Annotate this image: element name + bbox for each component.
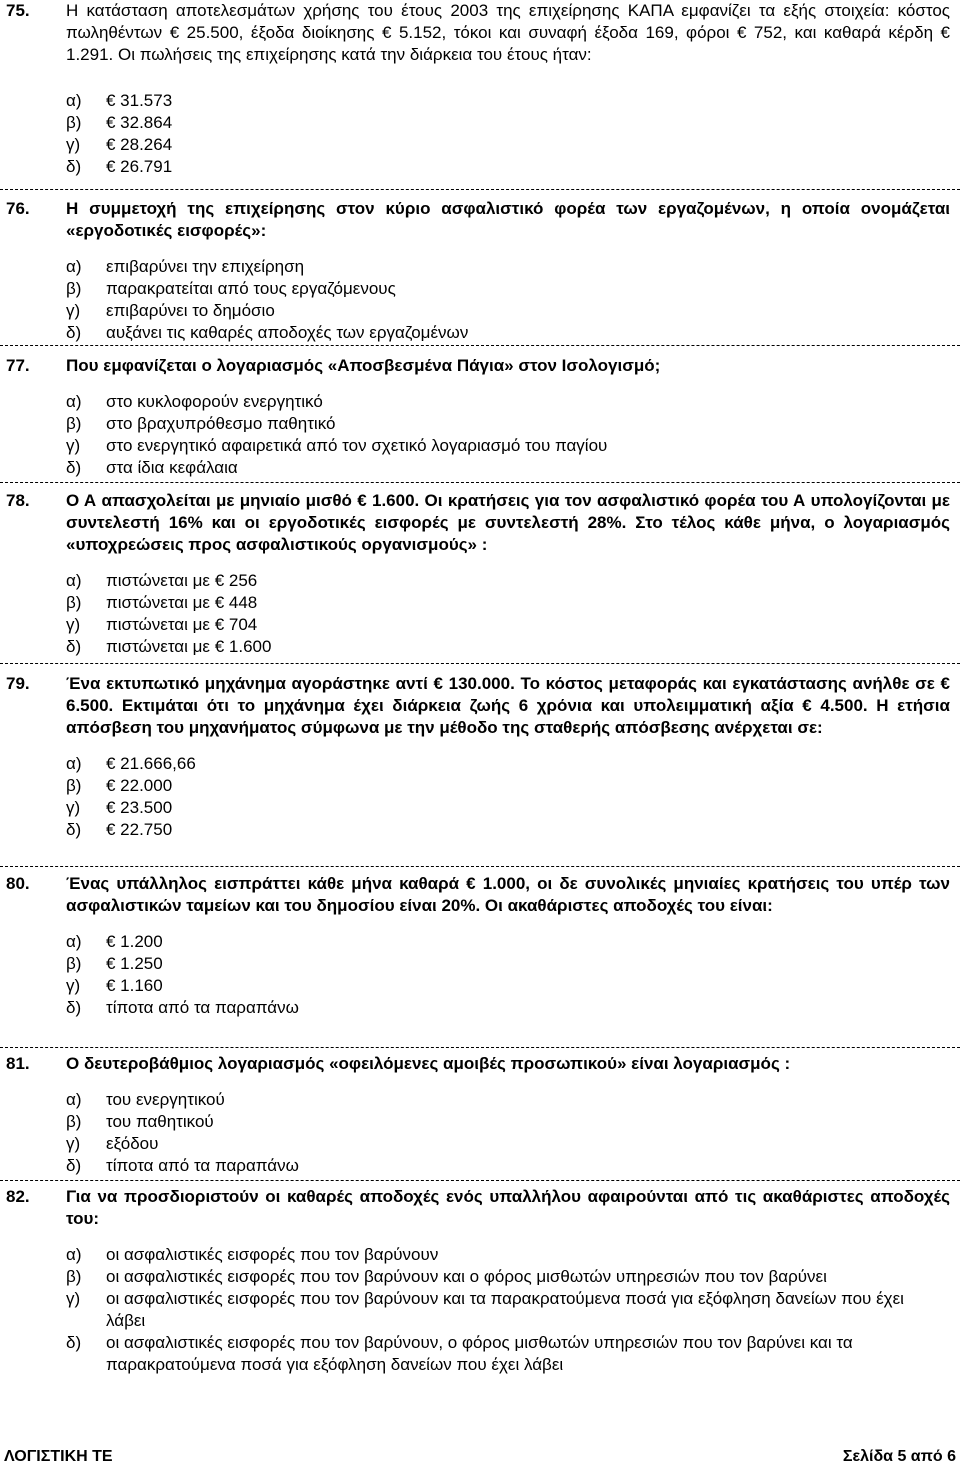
question-82	[0, 1186, 960, 1376]
option-text: οι ασφαλιστικές εισφορές που τον βαρύνουν και ο φόρος μισθωτών υπηρεσιών που τον βαρύνει	[106, 1267, 827, 1286]
option-letter: γ)	[66, 135, 81, 154]
option-c	[66, 1288, 960, 1332]
option-d	[66, 1155, 960, 1177]
option-d	[66, 636, 960, 658]
option-c	[66, 797, 960, 819]
option-letter: γ)	[66, 1289, 81, 1308]
option-d	[66, 457, 960, 479]
option-text: τίποτα από τα παραπάνω	[106, 998, 299, 1017]
option-letter: β)	[66, 593, 82, 612]
option-text: τίποτα από τα παραπάνω	[106, 1156, 299, 1175]
option-text: πιστώνεται με € 256	[106, 571, 258, 590]
question-text: Η συμμετοχή της επιχείρησης στον κύριο ασφαλιστικό φορέα των εργαζομένων, η οποία ονομάζεται «εργοδοτικές εισφορές»:	[66, 199, 950, 240]
question-number: 80.	[6, 874, 30, 893]
question-number: 78.	[6, 491, 30, 510]
option-letter: δ)	[66, 998, 82, 1017]
option-letter: δ)	[66, 1333, 82, 1352]
option-text: πιστώνεται με € 704	[106, 615, 258, 634]
question-number: 75.	[6, 1, 30, 20]
option-letter: α)	[66, 257, 82, 276]
option-letter: γ)	[66, 976, 81, 995]
separator	[0, 1047, 960, 1048]
option-a	[66, 90, 960, 112]
option-text: πιστώνεται με € 1.600	[106, 637, 272, 656]
option-letter: δ)	[66, 323, 82, 342]
question-80	[0, 873, 960, 1019]
option-letter: β)	[66, 414, 82, 433]
option-a	[66, 256, 960, 278]
option-letter: β)	[66, 954, 82, 973]
option-letter: δ)	[66, 820, 82, 839]
option-text: στα ίδια κεφάλαια	[106, 458, 238, 477]
option-letter: α)	[66, 91, 82, 110]
separator	[0, 663, 960, 664]
option-b	[66, 592, 960, 614]
option-a	[66, 570, 960, 592]
option-text: στο ενεργητικό αφαιρετικά από τον σχετικό λογαριασμό του παγίου	[106, 436, 608, 455]
option-text: του ενεργητικού	[106, 1090, 225, 1109]
option-letter: β)	[66, 1112, 82, 1131]
option-letter: δ)	[66, 458, 82, 477]
option-a	[66, 753, 960, 775]
separator	[0, 345, 960, 346]
option-d	[66, 997, 960, 1019]
option-text: στο βραχυπρόθεσμο παθητικό	[106, 414, 336, 433]
option-a	[66, 1089, 960, 1111]
question-number: 77.	[6, 356, 30, 375]
footer-course-title: ΛΟΓΙΣΤΙΚΗ ΤΕ	[4, 1448, 113, 1465]
option-text: € 1.250	[106, 954, 163, 973]
option-a	[66, 391, 960, 413]
question-text: Ο Α απασχολείται με μηνιαίο μισθό € 1.600. Οι κρατήσεις για τον ασφαλιστικό φορέα του Α υπολογίζονται με συντελεστή 16% και οι εργοδοτικές εισφορές με συντελεστή 28%. Στο τέλος κάθε μήνα, ο λογαριασμός «υποχρεώσεις προς ασφαλιστικούς οργανισμούς» :	[66, 491, 950, 554]
option-c	[66, 300, 960, 322]
option-b	[66, 775, 960, 797]
option-letter: β)	[66, 279, 82, 298]
footer-page-number: Σελίδα 5 από 6	[842, 1448, 956, 1465]
option-c	[66, 614, 960, 636]
option-text: € 26.791	[106, 157, 173, 176]
question-81	[0, 1053, 960, 1177]
option-letter: β)	[66, 113, 82, 132]
option-letter: δ)	[66, 637, 82, 656]
option-text: οι ασφαλιστικές εισφορές που τον βαρύνουν	[106, 1245, 439, 1264]
option-text: αυξάνει τις καθαρές αποδοχές των εργαζομένων	[106, 323, 469, 342]
question-75	[0, 0, 960, 178]
question-text: Που εμφανίζεται ο λογαριασμός «Αποσβεσμένα Πάγια» στον Ισολογισμό;	[66, 356, 661, 375]
option-text: επιβαρύνει το δημόσιο	[106, 301, 275, 320]
option-text: € 28.264	[106, 135, 173, 154]
question-76	[0, 198, 960, 344]
option-letter: β)	[66, 776, 82, 795]
question-text: Ένα εκτυπωτικό μηχάνημα αγοράστηκε αντί € 130.000. Το κόστος μεταφοράς και εγκατάστασης ανήλθε σε € 6.500. Εκτιμάται ότι το μηχάνημα έχει διάρκεια ζωής 6 χρόνια και υπολειμματική αξία € 4.500. Η ετήσια απόσβεση του μηχανήματος σύμφωνα με την μέθοδο της σταθερής απόσβεσης ανέρχεται σε:	[66, 674, 950, 737]
option-letter: α)	[66, 1245, 82, 1264]
question-78	[0, 490, 960, 658]
option-d	[66, 819, 960, 841]
question-number: 81.	[6, 1054, 30, 1073]
separator	[0, 1180, 960, 1181]
option-b	[66, 953, 960, 975]
option-text: € 21.666,66	[106, 754, 196, 773]
option-letter: δ)	[66, 1156, 82, 1175]
question-77	[0, 355, 960, 479]
option-b	[66, 1266, 960, 1288]
option-d	[66, 322, 960, 344]
option-text: στο κυκλοφορούν ενεργητικό	[106, 392, 323, 411]
separator	[0, 482, 960, 483]
option-b	[66, 1111, 960, 1133]
option-c	[66, 435, 960, 457]
option-text: € 1.200	[106, 932, 163, 951]
option-text: € 22.000	[106, 776, 173, 795]
option-letter: α)	[66, 932, 82, 951]
option-b	[66, 112, 960, 134]
option-a	[66, 931, 960, 953]
question-text: Η κατάσταση αποτελεσμάτων χρήσης του έτους 2003 της επιχείρησης ΚΑΠΑ εμφανίζει τα εξής στοιχεία: κόστος πωληθέντων € 25.500, έξοδα διοίκησης € 5.152, τόκοι και συναφή έξοδα 169, φόροι € 752, και καθαρά κέρδη € 1.291. Οι πωλήσεις της επιχείρησης κατά την διάρκεια του έτους ήταν:	[66, 1, 950, 64]
option-letter: δ)	[66, 157, 82, 176]
option-text: του παθητικού	[106, 1112, 214, 1131]
option-d	[66, 1332, 960, 1376]
option-a	[66, 1244, 960, 1266]
question-text: Ο δευτεροβάθμιος λογαριασμός «οφειλόμενες αμοιβές προσωπικού» είναι λογαριασμός :	[66, 1054, 791, 1073]
option-letter: β)	[66, 1267, 82, 1286]
option-text: € 32.864	[106, 113, 173, 132]
option-text: € 23.500	[106, 798, 173, 817]
option-c	[66, 1133, 960, 1155]
option-b	[66, 278, 960, 300]
option-text: € 22.750	[106, 820, 173, 839]
option-letter: γ)	[66, 615, 81, 634]
question-text: Ένας υπάλληλος εισπράττει κάθε μήνα καθαρά € 1.000, οι δε συνολικές μηνιαίες κρατήσεις του υπέρ των ασφαλιστικών ταμείων και του δημοσίου είναι 20%. Οι ακαθάριστες αποδοχές του είναι:	[66, 874, 950, 915]
option-text: € 1.160	[106, 976, 163, 995]
option-letter: α)	[66, 392, 82, 411]
separator	[0, 866, 960, 867]
option-letter: α)	[66, 754, 82, 773]
option-letter: γ)	[66, 301, 81, 320]
option-text: € 31.573	[106, 91, 173, 110]
option-d	[66, 156, 960, 178]
option-letter: γ)	[66, 1134, 81, 1153]
separator	[0, 189, 960, 190]
option-letter: γ)	[66, 798, 81, 817]
question-number: 82.	[6, 1187, 30, 1206]
option-letter: α)	[66, 1090, 82, 1109]
question-number: 79.	[6, 674, 30, 693]
question-text: Για να προσδιοριστούν οι καθαρές αποδοχές ενός υπαλλήλου αφαιρούνται από τις ακαθάριστες αποδοχές του:	[66, 1187, 950, 1228]
option-text: επιβαρύνει την επιχείρηση	[106, 257, 305, 276]
option-text: παρακρατείται από τους εργαζόμενους	[106, 279, 396, 298]
option-text: εξόδου	[106, 1134, 159, 1153]
option-text: πιστώνεται με € 448	[106, 593, 258, 612]
option-c	[66, 134, 960, 156]
option-text: οι ασφαλιστικές εισφορές που τον βαρύνουν, ο φόρος μισθωτών υπηρεσιών που τον βαρύνει και τα παρακρατούμενα ποσά για εξόφληση δανείων που έχει λάβει	[106, 1333, 853, 1374]
option-c	[66, 975, 960, 997]
option-text: οι ασφαλιστικές εισφορές που τον βαρύνουν και τα παρακρατούμενα ποσά για εξόφληση δανείων που έχει λάβει	[106, 1289, 904, 1330]
option-letter: γ)	[66, 436, 81, 455]
question-number: 76.	[6, 199, 30, 218]
question-79	[0, 673, 960, 841]
option-letter: α)	[66, 571, 82, 590]
option-b	[66, 413, 960, 435]
